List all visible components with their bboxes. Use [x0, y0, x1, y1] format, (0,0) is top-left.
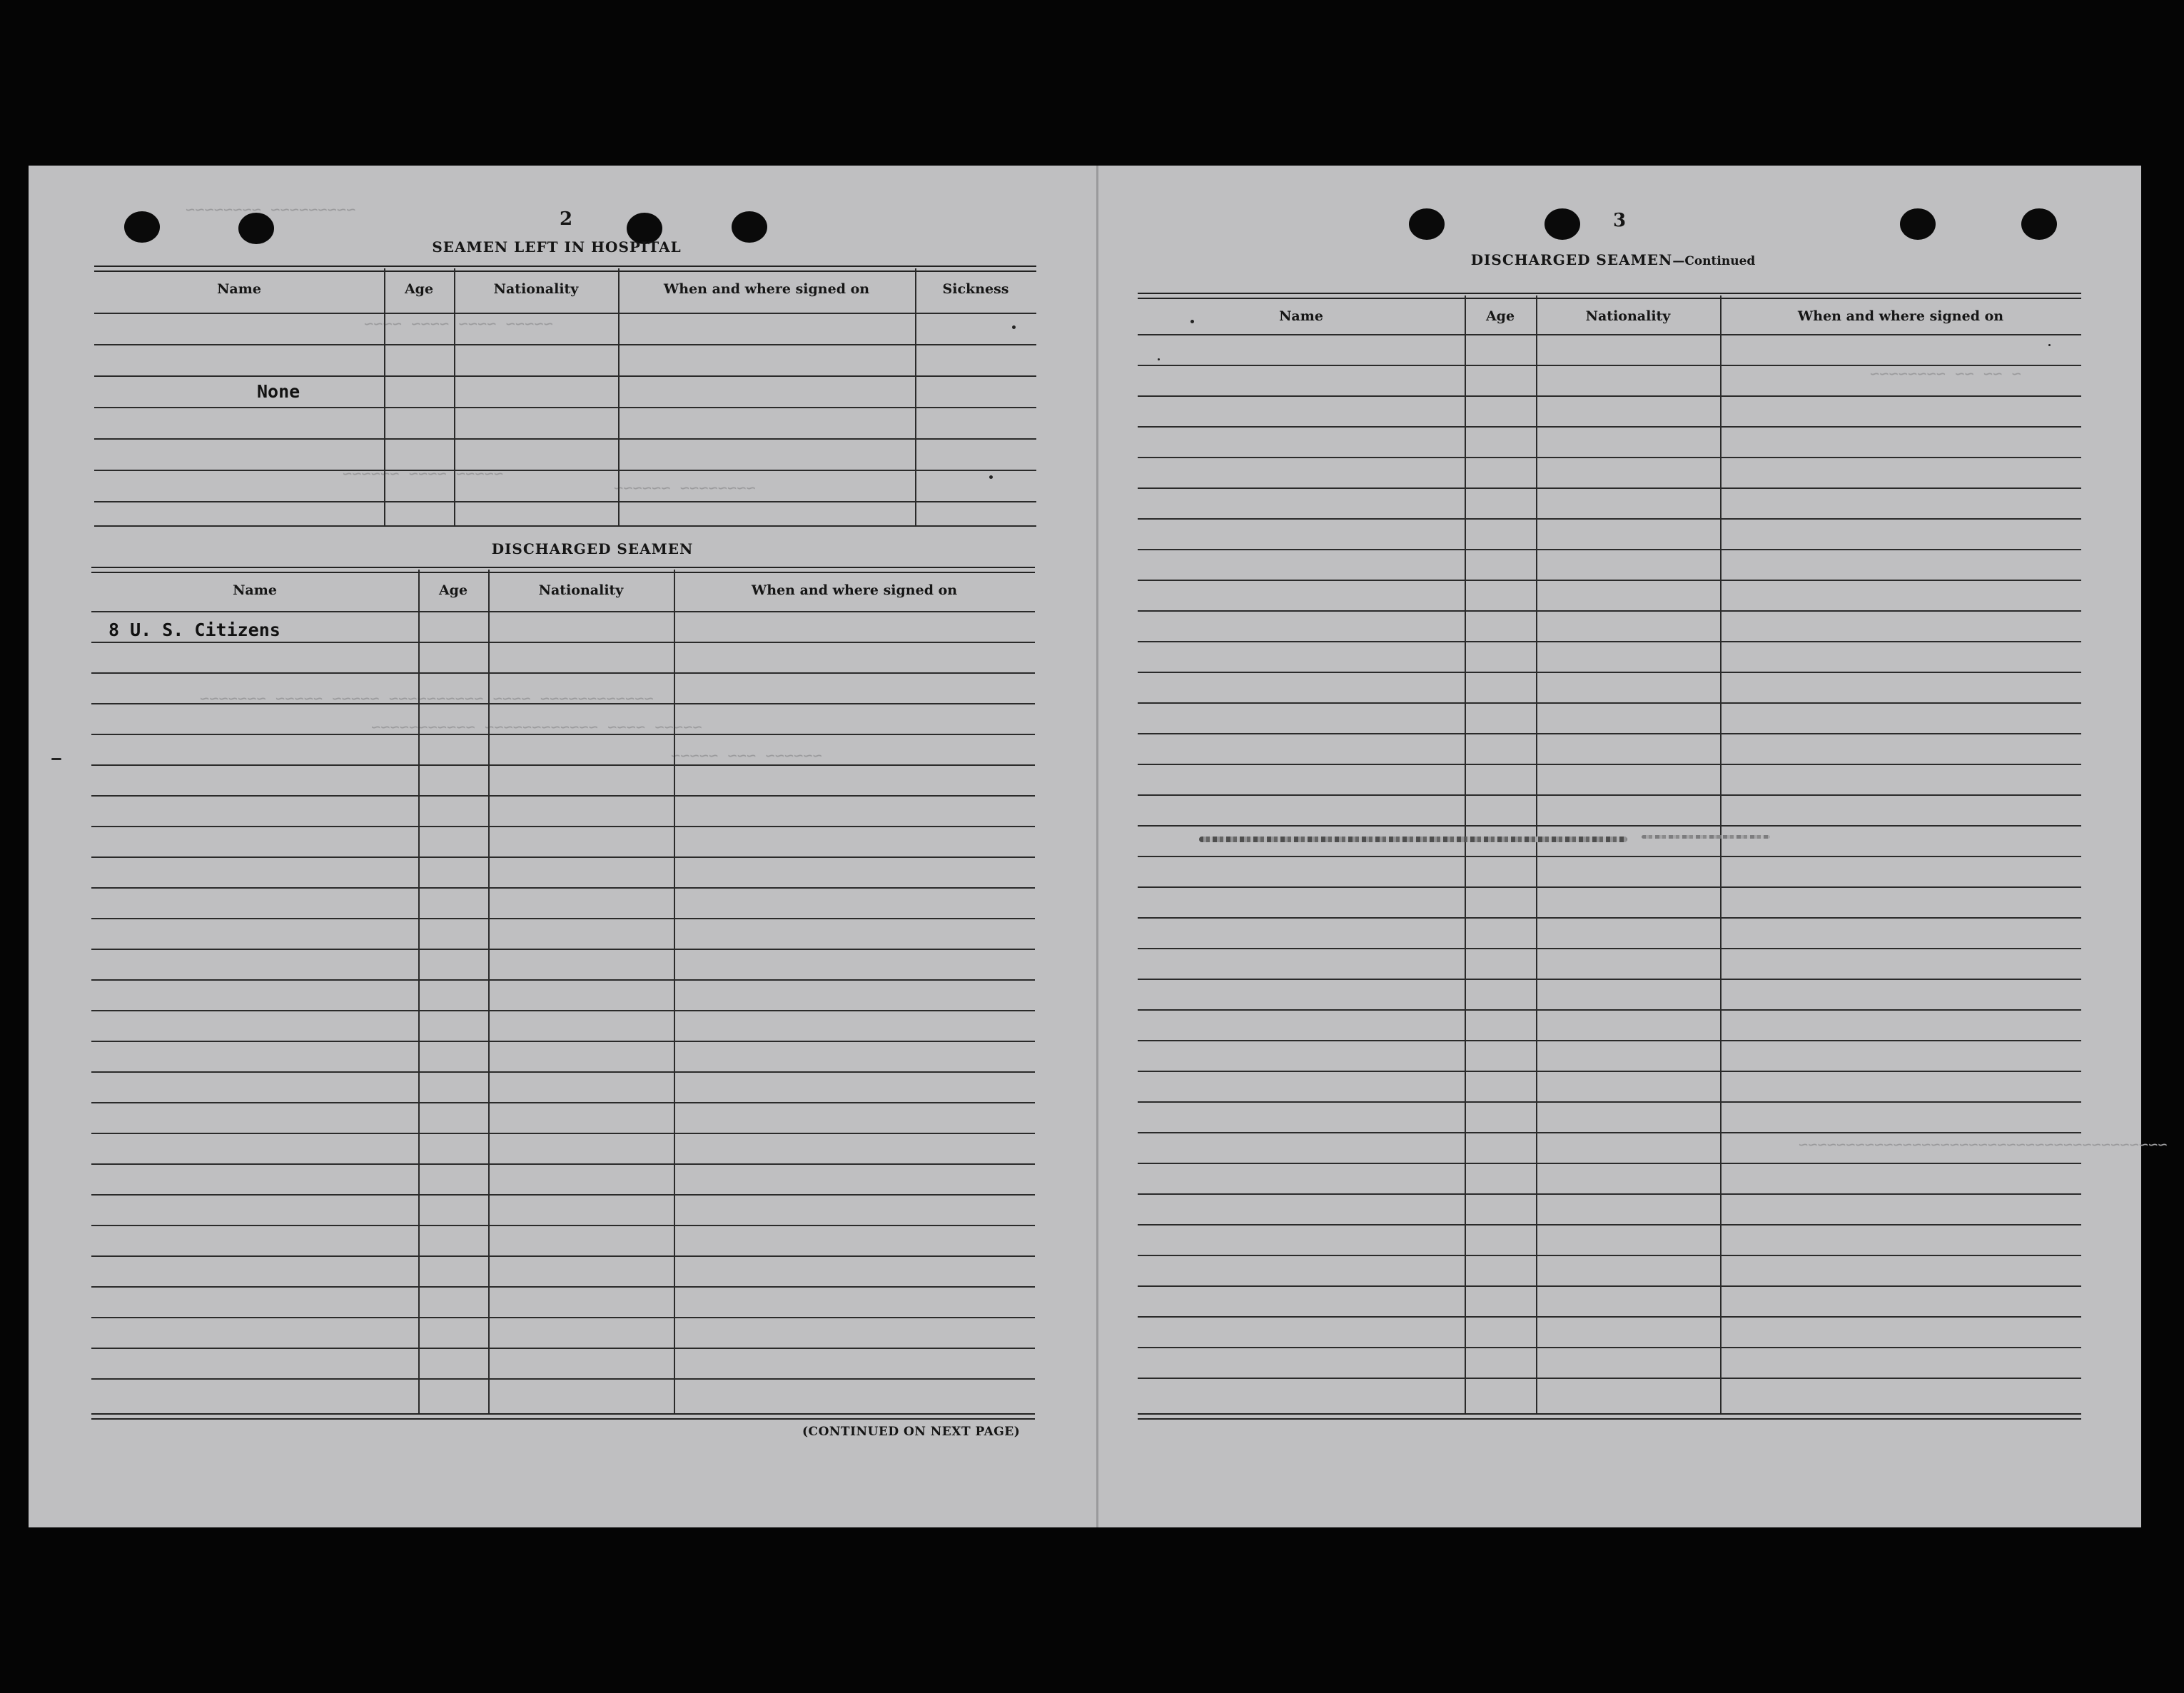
table-top-rule: [91, 567, 1035, 573]
table-rule: [1138, 1071, 2081, 1072]
table-rule: [91, 1041, 1035, 1042]
table-rule: [94, 407, 1036, 408]
table-rule: [1138, 1040, 2081, 1041]
column-divider: [384, 268, 385, 527]
table-rule: [1138, 487, 2081, 489]
table-rule: [91, 1378, 1035, 1380]
table-rule: [1138, 1163, 2081, 1164]
column-header-nationality: Nationality: [493, 281, 579, 297]
column-header-sickness: Sickness: [942, 281, 1009, 297]
column-divider: [1536, 295, 1537, 1413]
hospital-table: [94, 266, 1036, 527]
table-rule: [1138, 1255, 2081, 1256]
column-header-signed-on: When and where signed on: [1797, 308, 2004, 324]
column-divider: [1465, 295, 1466, 1413]
column-header-name: Name: [233, 582, 277, 598]
table-rule: [1138, 1347, 2081, 1348]
table-top-rule: [94, 266, 1036, 272]
discharged-entry: 8 U. S. Citizens: [108, 620, 280, 640]
table-rule: [91, 1194, 1035, 1196]
table-rule: [91, 1163, 1035, 1165]
table-rule: [91, 1317, 1035, 1318]
table-rule: [1138, 549, 2081, 550]
table-rule: [1138, 825, 2081, 827]
table-rule: [91, 856, 1035, 858]
table-rule: [1138, 426, 2081, 428]
table-rule: [1138, 794, 2081, 796]
ink-mark: [51, 758, 61, 760]
table-rule: [91, 826, 1035, 827]
bleed-through-mark: ~~~~~ ~~~~ ~~~~~~~~~~~~ ~~~~~~~~~~~: [371, 719, 702, 737]
bleed-through-mark: ~~~~~~~~~~~~~~~~~~~~~~~~~~~~~~~~~~~~~~~: [1799, 1136, 2168, 1154]
table-rule: [91, 764, 1035, 766]
table-rule: [91, 1102, 1035, 1103]
table-rule: [94, 438, 1036, 440]
table-rule: [91, 949, 1035, 950]
table-rule: [1138, 457, 2081, 458]
discharged-continued-table: [1138, 293, 2081, 1422]
continued-footer: (CONTINUED ON NEXT PAGE): [802, 1425, 1021, 1439]
column-divider: [418, 570, 420, 1413]
table-rule: [94, 470, 1036, 471]
table-rule: [91, 1133, 1035, 1134]
title-suffix: —Continued: [1672, 254, 1756, 268]
table-rule: [94, 501, 1036, 502]
table-rule: [1138, 365, 2081, 366]
table-rule: [1138, 886, 2081, 888]
table-rule: [1138, 1193, 2081, 1195]
table-rule: [1138, 580, 2081, 581]
ink-dot: [2048, 344, 2051, 346]
column-divider: [674, 570, 675, 1413]
table-rule: [91, 672, 1035, 674]
table-rule: [94, 525, 1036, 527]
table-rule: [1138, 979, 2081, 980]
table-rule: [1138, 641, 2081, 642]
bleed-through-mark: ~~~~~ ~~~~ ~~~~~~: [343, 465, 504, 483]
table-rule: [1138, 395, 2081, 397]
table-bottom-rule: [1138, 1413, 2081, 1420]
table-rule: [91, 703, 1035, 704]
column-divider: [488, 570, 490, 1413]
table-rule: [91, 1255, 1035, 1257]
column-header-signed-on: When and where signed on: [751, 582, 958, 598]
table-rule: [1138, 733, 2081, 734]
table-rule: [91, 734, 1035, 735]
table-rule: [1138, 672, 2081, 673]
hospital-entry: None: [257, 381, 300, 402]
left-page: [29, 166, 1099, 1527]
column-header-nationality: Nationality: [1585, 308, 1671, 324]
table-rule: [1138, 1316, 2081, 1318]
column-header-age: Age: [438, 582, 468, 598]
hospital-section-title: SEAMEN LEFT IN HOSPITAL: [432, 238, 682, 256]
table-bottom-rule: [91, 1413, 1035, 1420]
document-sheet: [29, 166, 2168, 1527]
column-header-signed-on: When and where signed on: [663, 281, 870, 297]
table-rule: [1138, 334, 2081, 335]
table-rule: [1138, 702, 2081, 704]
table-rule: [1138, 1378, 2081, 1379]
table-rule: [1138, 1285, 2081, 1287]
ink-smudge: [1642, 835, 1770, 839]
table-rule: [1138, 1101, 2081, 1103]
column-divider: [1720, 295, 1722, 1413]
table-rule: [91, 642, 1035, 643]
bleed-through-mark: ~ ~~ ~~ ~~~~~~~~: [1870, 365, 2021, 383]
ink-smudge: [1199, 837, 1627, 842]
table-rule: [91, 1010, 1035, 1011]
table-rule: [91, 1225, 1035, 1226]
table-rule: [1138, 518, 2081, 520]
column-divider: [454, 268, 455, 527]
column-header-name: Name: [1279, 308, 1323, 324]
page-number: 3: [1613, 210, 1627, 231]
discharged-table: [91, 567, 1035, 1420]
column-divider: [915, 268, 916, 527]
ink-dot: [1158, 358, 1160, 360]
table-rule: [91, 887, 1035, 889]
bleed-through-mark: ~~~~~~~~ ~~~~~~: [614, 480, 756, 497]
table-rule: [1138, 948, 2081, 949]
ink-dot: [1012, 325, 1016, 329]
ink-dot: [1190, 320, 1194, 323]
table-rule: [91, 1071, 1035, 1073]
table-rule: [91, 918, 1035, 919]
bleed-through-mark: ~~~~~~~~~~~~ ~~~~ ~~~~~~~~~~ ~~~~~ ~~~~~ ~~~~~~~: [200, 690, 654, 708]
table-rule: [1138, 764, 2081, 765]
title-main: DISCHARGED SEAMEN: [1470, 251, 1673, 268]
column-header-name: Name: [217, 281, 261, 297]
column-header-age: Age: [404, 281, 434, 297]
table-rule: [1138, 1224, 2081, 1225]
column-header-age: Age: [1485, 308, 1515, 324]
page-number: 2: [560, 208, 573, 230]
table-rule: [94, 375, 1036, 377]
table-rule: [1138, 856, 2081, 857]
table-rule: [1138, 610, 2081, 612]
table-rule: [91, 1286, 1035, 1288]
ink-dot: [989, 475, 993, 479]
table-rule: [91, 795, 1035, 797]
table-rule: [1138, 1132, 2081, 1133]
column-header-nationality: Nationality: [538, 582, 624, 598]
discharged-section-title: DISCHARGED SEAMEN: [491, 540, 694, 557]
table-top-rule: [1138, 293, 2081, 299]
bleed-through-mark: ~~~~~ ~~~~ ~~~~ ~~~~: [364, 315, 553, 333]
bleed-through-mark: ~~~~~~ ~~~ ~~~~~: [671, 747, 822, 765]
table-rule: [1138, 1009, 2081, 1011]
table-rule: [94, 313, 1036, 314]
column-divider: [618, 268, 620, 527]
right-page: [1099, 166, 2168, 1527]
table-rule: [1138, 917, 2081, 919]
discharged-continued-title: [1399, 251, 1827, 268]
table-rule: [91, 611, 1035, 612]
bleed-through-mark: ~~~~~~~~~ ~~~~~~~~: [186, 201, 356, 219]
table-rule: [91, 1348, 1035, 1349]
table-rule: [94, 344, 1036, 345]
table-rule: [91, 979, 1035, 981]
